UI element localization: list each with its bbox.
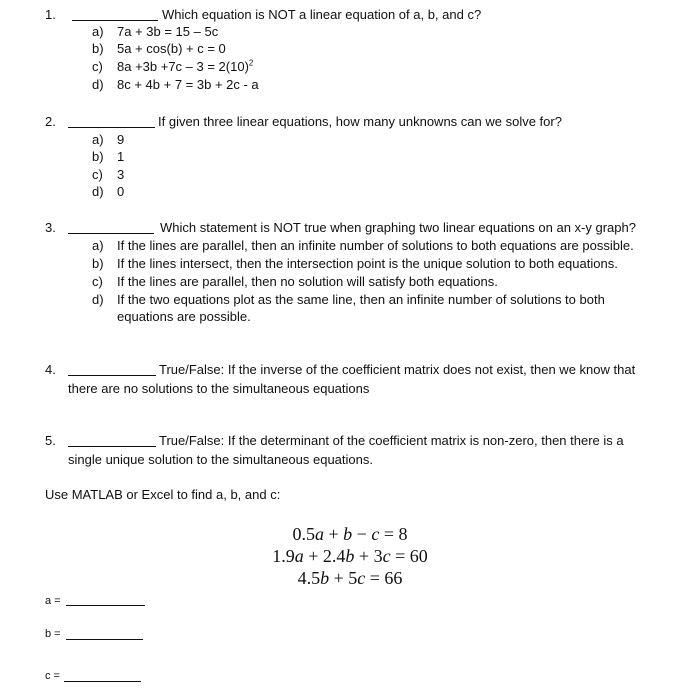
eq-var: b	[345, 546, 355, 566]
eq-var: a	[315, 524, 325, 544]
answer-blank-2[interactable]	[68, 115, 155, 128]
equation-2	[0, 546, 681, 566]
answer-blank-4[interactable]	[68, 363, 156, 376]
equation-1	[0, 524, 681, 544]
option-letter: a)	[92, 24, 104, 39]
answer-field-a[interactable]	[66, 593, 145, 606]
option-text: 1	[117, 149, 125, 164]
eq-term: = 60	[390, 546, 428, 566]
option-letter: b)	[92, 256, 104, 271]
option-letter: c)	[92, 274, 103, 289]
question-text-continued: there are no solutions to the simultaneous equations	[68, 381, 370, 396]
option-text: If the lines are parallel, then no solution will satisfy both equations.	[117, 274, 498, 289]
question-number: 5.	[45, 433, 56, 448]
eq-var: b	[343, 524, 353, 544]
question-number: 1.	[45, 7, 56, 22]
question-number: 3.	[45, 220, 56, 235]
question-text: If given three linear equations, how many unknowns can we solve for?	[158, 114, 562, 129]
answer-label-a: a =	[45, 595, 61, 607]
eq-term: 1.9	[272, 546, 295, 566]
answer-blank-3[interactable]	[68, 221, 154, 234]
option-letter: c)	[92, 59, 103, 74]
eq-term: = 66	[365, 568, 403, 588]
eq-term: −	[352, 524, 372, 544]
answer-blank-5[interactable]	[68, 434, 156, 447]
eq-term: + 2.4	[303, 546, 346, 566]
eq-var: c	[382, 546, 391, 566]
eq-term: 4.5	[297, 568, 321, 588]
answer-field-c[interactable]	[64, 669, 141, 682]
option-text: 3	[117, 167, 125, 182]
eq-term: = 8	[379, 524, 408, 544]
question-number: 4.	[45, 362, 56, 377]
option-text: If the lines are parallel, then an infinite number of solutions to both equations are possible.	[117, 238, 634, 253]
option-letter: b)	[92, 149, 104, 164]
option-text-continued: equations are possible.	[117, 309, 251, 324]
eq-var: a	[294, 546, 304, 566]
question-text-continued: single unique solution to the simultaneous equations.	[68, 452, 373, 467]
option-text: 8c + 4b + 7 = 3b + 2c - a	[117, 77, 259, 92]
option-letter: a)	[92, 132, 104, 147]
answer-field-b[interactable]	[66, 627, 143, 640]
option-letter: b)	[92, 41, 104, 56]
answer-label-c: c =	[45, 670, 60, 682]
option-text	[117, 59, 253, 75]
question-text: Which equation is NOT a linear equation of a, b, and c?	[162, 7, 482, 22]
eq-var: b	[320, 568, 330, 588]
eq-term: + 3	[354, 546, 383, 566]
exponent: 2	[248, 58, 254, 68]
option-text: 9	[117, 132, 125, 147]
answer-label-b: b =	[45, 628, 61, 640]
instruction-text: Use MATLAB or Excel to find a, b, and c:	[45, 487, 281, 502]
option-letter: d)	[92, 184, 104, 199]
option-text: If the two equations plot as the same line, then an infinite number of solutions to both	[117, 292, 605, 307]
question-number: 2.	[45, 114, 56, 129]
question-text: True/False: If the inverse of the coefficient matrix does not exist, then we know that	[159, 362, 636, 377]
eq-term: 0.5	[292, 524, 316, 544]
eq-var: c	[371, 524, 380, 544]
option-letter: a)	[92, 238, 104, 253]
equation-3	[0, 568, 681, 588]
question-text: True/False: If the determinant of the coefficient matrix is non-zero, then there is a	[159, 433, 624, 448]
eq-term: +	[324, 524, 344, 544]
answer-blank-1[interactable]	[72, 8, 158, 21]
option-text: If the lines intersect, then the intersection point is the unique solution to both equations.	[117, 256, 618, 271]
option-letter: d)	[92, 77, 104, 92]
option-text: 7a + 3b = 15 – 5c	[117, 24, 219, 39]
eq-var: c	[357, 568, 366, 588]
option-letter: d)	[92, 292, 104, 307]
question-text: Which statement is NOT true when graphing two linear equations on an x-y graph?	[160, 220, 636, 235]
option-letter: c)	[92, 167, 103, 182]
eq-term: + 5	[329, 568, 358, 588]
option-text-main: 8a +3b +7c – 3 = 2(10)	[117, 59, 249, 74]
option-text: 5a + cos(b) + c = 0	[117, 41, 226, 56]
option-text: 0	[117, 184, 125, 199]
